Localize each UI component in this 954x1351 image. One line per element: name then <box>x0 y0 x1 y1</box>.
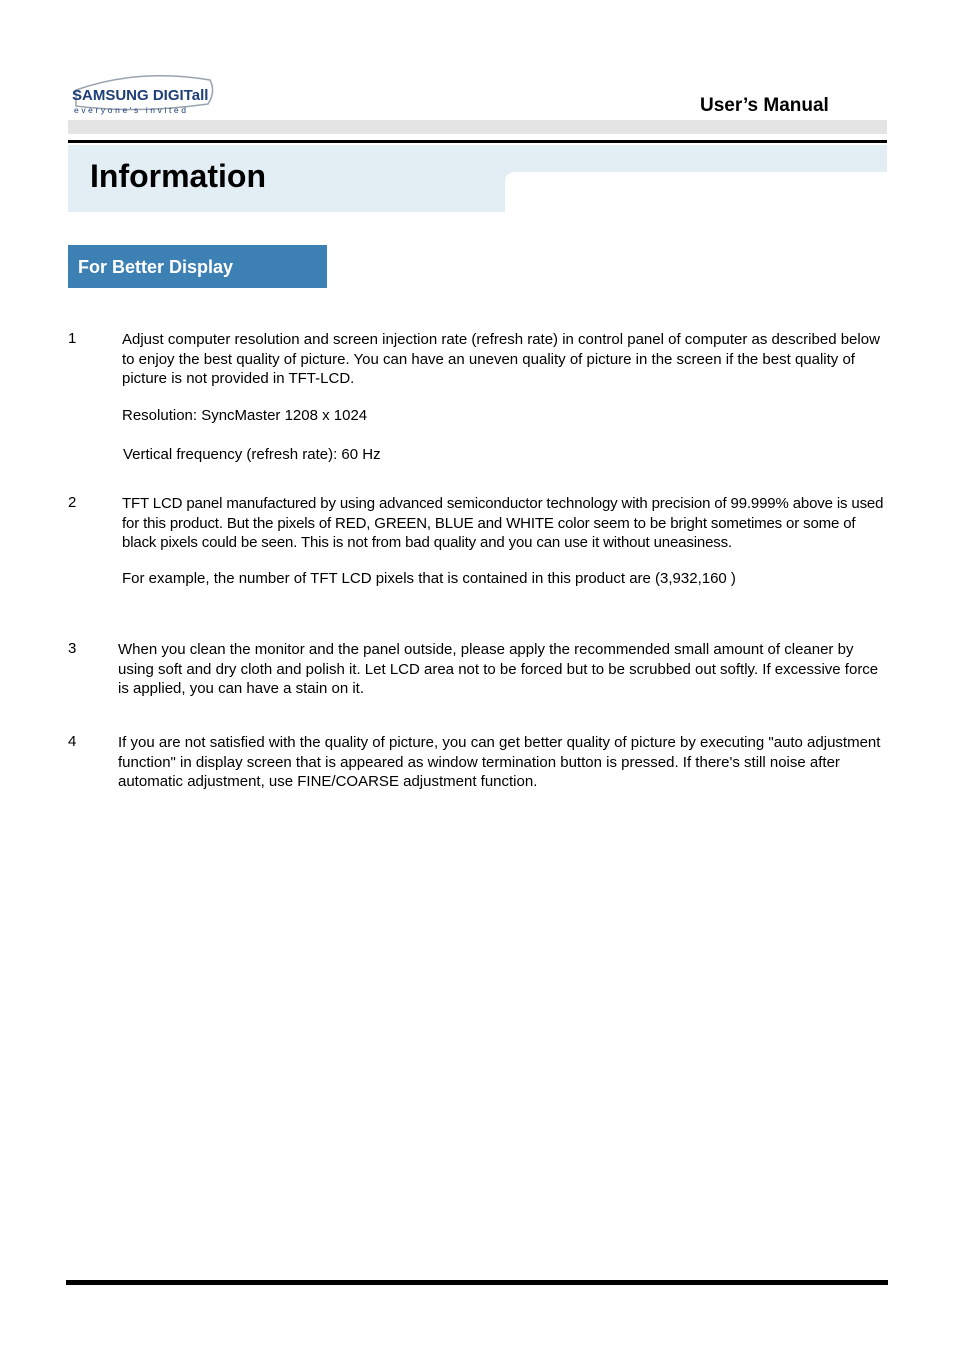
item-1-frequency: Vertical frequency (refresh rate): 60 Hz <box>123 446 381 463</box>
item-2-example: For example, the number of TFT LCD pixels that is contained in this product are (3,932,160 ) <box>122 570 736 587</box>
footer-black-rule <box>66 1280 888 1285</box>
item-3-text: When you clean the monitor and the panel outside, please apply the recommended small amount of cleaner by using soft and dry cloth and polish it. Let LCD area not to be forced but to be scrubbed out softly. If excessive force is applied, you can have a stain on it. <box>118 641 879 697</box>
item-1-text: Adjust computer resolution and screen injection rate (refresh rate) in control panel of computer as described below to enjoy the best quality of picture. You can have an uneven quality of picture in the screen if the best quality of picture is not provided in TFT-LCD. <box>122 331 880 387</box>
header-gray-bar <box>68 120 887 134</box>
logo-wordmark: SAMSUNG DIGITall <box>72 87 209 104</box>
item-number-4: 4 <box>68 733 77 750</box>
item-number-1: 1 <box>68 330 77 347</box>
item-2-text: TFT LCD panel manufactured by using advanced semiconductor technology with precision of 99.999% above is used for this product. But the pixels of RED, GREEN, BLUE and WHITE color seem to be bright sometimes or some of black pixels could be seen. This is not from bad quality and you can use it without uneasiness. <box>122 495 884 551</box>
samsung-logo-graphic <box>68 70 218 118</box>
item-number-2: 2 <box>68 494 77 511</box>
section-tab-better-display: For Better Display <box>68 245 327 288</box>
samsung-logo <box>68 70 218 118</box>
manual-title: User’s Manual <box>700 95 829 116</box>
item-4-text: If you are not satisfied with the quality of picture, you can get better quality of picture by executing "auto adjustment function" in display screen that is appeared as window termination button is pressed. If there's still noise after automatic adjustment, use FINE/COARSE adjustment function. <box>118 734 881 790</box>
item-number-3: 3 <box>68 640 77 657</box>
logo-tagline: everyone's invited <box>74 105 189 115</box>
item-1-resolution: Resolution: SyncMaster 1208 x 1024 <box>122 407 368 424</box>
page-title: Information <box>90 158 266 194</box>
header-black-rule <box>68 140 887 143</box>
